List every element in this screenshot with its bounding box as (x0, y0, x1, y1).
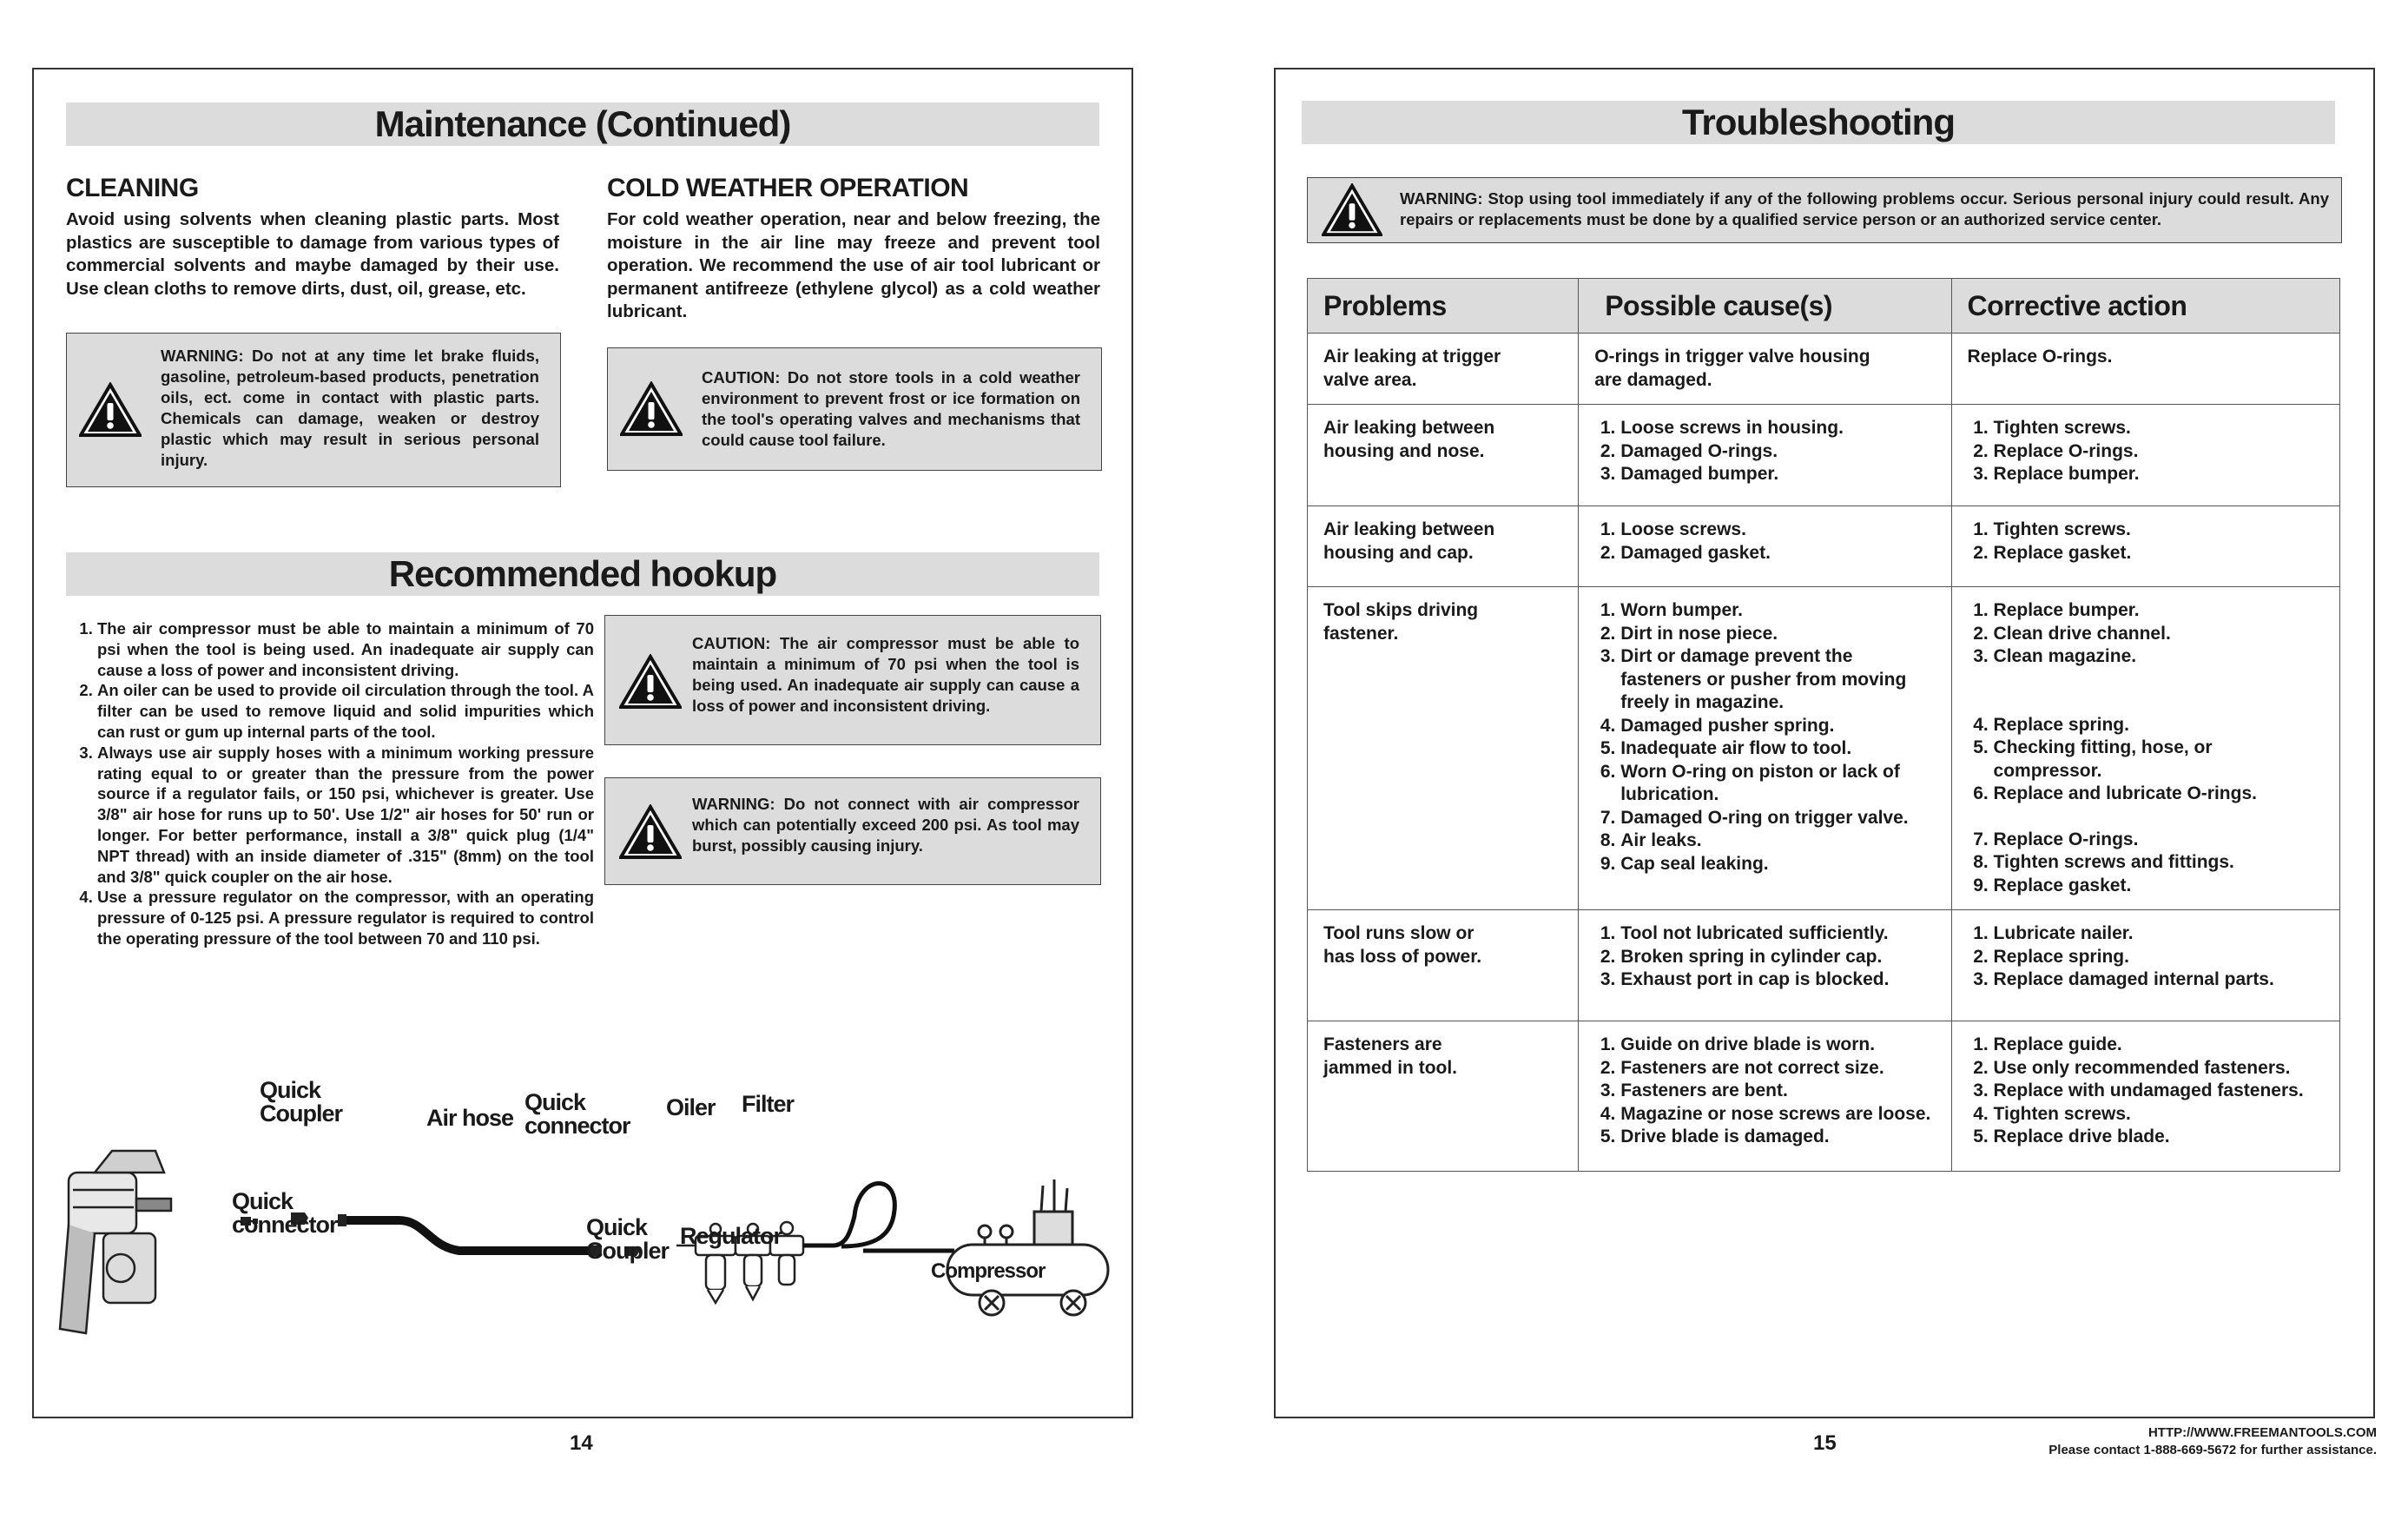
cause-item: 2. Broken spring in cylinder cap. (1620, 946, 1935, 969)
cold-weather-heading: COLD WEATHER OPERATION (607, 174, 969, 202)
cause-item: 3. Damaged bumper. (1620, 463, 1935, 486)
cause-item: 2. Dirt in nose piece. (1620, 623, 1935, 646)
action-item: 7. Replace O-rings. (1994, 829, 2324, 852)
caution-triangle-icon (620, 381, 683, 437)
column-header-problems: Problems (1308, 279, 1579, 334)
page-number-14: 14 (570, 1431, 593, 1455)
action-item: 1. Lubricate nailer. (1994, 922, 2324, 946)
action-item: 1. Replace guide. (1994, 1034, 2324, 1057)
problem-text: Air leaking at trigger valve area. (1323, 347, 1501, 390)
table-row (1308, 405, 2340, 506)
action-item: 1. Replace bumper. (1994, 599, 2324, 623)
action-item: 1. Tighten screws. (1994, 519, 2324, 542)
page-number-15: 15 (1813, 1431, 1837, 1455)
cause-item: 8. Air leaks. (1620, 829, 1935, 853)
cause-item: 1. Loose screws. (1620, 519, 1935, 542)
table-body (1308, 334, 2340, 1172)
hookup-caution-text: CAUTION: The air compressor must be able to maintain a minimum of 70 psi when the tool is being used. An inadequate air supply can cause a loss of power and inconsistent driving. (692, 634, 1079, 715)
quick-coupler-label: Quick Coupler (260, 1077, 343, 1127)
compressor-label: Compressor (931, 1259, 1046, 1283)
action-cell (1951, 405, 2339, 506)
cleaning-warning-text: WARNING: Do not at any time let brake fluids, gasoline, petroleum-based products, penetration oils, ect. come in contact with plastic parts. Chemicals can damage, weaken or destroy plastic which may result in serious personal injury. (161, 347, 539, 469)
action-cell (1951, 506, 2339, 587)
cause-cell (1579, 506, 1951, 587)
cause-item: 1. Guide on drive blade is worn. (1620, 1034, 1935, 1057)
problem-cell (1308, 405, 1579, 506)
action-item: Replace O-rings. (1967, 347, 2113, 367)
cause-item: 1. Loose screws in housing. (1620, 417, 1935, 440)
action-cell (1951, 1021, 2339, 1172)
page-15 (1274, 68, 2375, 1418)
cause-item: 3. Fasteners are bent. (1620, 1080, 1935, 1103)
problem-cell (1308, 587, 1579, 910)
table-row (1308, 1021, 2340, 1172)
column-header-actions: Corrective action (1951, 279, 2339, 334)
cause-list (1594, 599, 1935, 876)
action-list (1968, 1034, 2324, 1149)
filter-label: Filter (742, 1091, 795, 1117)
cause-item: 7. Damaged O-ring on trigger valve. (1620, 807, 1935, 830)
action-item: 2. Replace spring. (1994, 946, 2324, 969)
problem-text: Air leaking between housing and nose. (1323, 418, 1495, 461)
quick-connector-label: Quick connector (232, 1188, 338, 1238)
column-header-causes: Possible cause(s) (1579, 279, 1951, 334)
cause-item: 9. Cap seal leaking. (1620, 853, 1935, 876)
cause-cell (1579, 334, 1951, 405)
cleaning-warning-box (66, 333, 561, 487)
hookup-step: 4. Use a pressure regulator on the compressor, with an operating pressure of 0-125 psi. A pressure regulator is required to control the operating pressure of the tool between 70 and 110 psi. (97, 887, 594, 948)
cause-item: 4. Magazine or nose screws are loose. (1620, 1103, 1935, 1127)
action-item: 2. Clean drive channel. (1994, 623, 2324, 646)
cause-item: 1. Worn bumper. (1620, 599, 1935, 623)
problem-text: Tool runs slow or has loss of power. (1323, 923, 1482, 967)
cleaning-heading: CLEANING (66, 174, 199, 202)
action-item: 3. Clean magazine. (1994, 645, 2324, 669)
table-row (1308, 334, 2340, 405)
table-row (1308, 587, 2340, 910)
action-item: 9. Replace gasket. (1994, 875, 2324, 898)
action-list (1968, 417, 2324, 486)
action-item: 5. Replace drive blade. (1994, 1126, 2324, 1149)
action-cell (1951, 334, 2339, 405)
nailer-tool-icon (60, 1151, 171, 1333)
maintenance-title: Maintenance (Continued) (66, 102, 1099, 146)
cause-item: 2. Fasteners are not correct size. (1620, 1057, 1935, 1080)
hookup-step: 2. An oiler can be used to provide oil circulation through the tool. A filter can be used to remove liquid and solid impurities which can rust or gum up internal parts of the tool. (97, 680, 594, 742)
table-row (1308, 506, 2340, 587)
action-item: 4. Replace spring. (1994, 714, 2324, 737)
warning-triangle-icon (1322, 183, 1382, 237)
quick-connector-label: Quick connector (524, 1089, 630, 1139)
hookup-caution-box (604, 615, 1101, 745)
air-hose-label: Air hose (426, 1105, 514, 1131)
problem-cell (1308, 334, 1579, 405)
caution-triangle-icon (619, 654, 682, 710)
cause-cell (1579, 1021, 1951, 1172)
action-cell (1951, 910, 2339, 1021)
problem-cell (1308, 506, 1579, 587)
cause-cell (1579, 587, 1951, 910)
action-item: 8. Tighten screws and fittings. (1994, 851, 2324, 875)
cause-list (1594, 922, 1935, 992)
compressor-icon (947, 1179, 1108, 1315)
action-item: 5. Checking fitting, hose, or compressor. (1994, 737, 2324, 783)
troubleshooting-warning-text: WARNING: Stop using tool immediately if any of the following problems occur. Serious personal injury could result. Any repairs or replacements must be done by a qualified service person or an authorized service center. (1400, 189, 2329, 228)
problem-cell (1308, 1021, 1579, 1172)
oiler-label: Oiler (666, 1094, 716, 1120)
troubleshooting-warning-box (1307, 177, 2342, 243)
action-item: 2. Use only recommended fasteners. (1994, 1057, 2324, 1080)
footer-phone: Please contact 1-888-669-5672 for further assistance. (2048, 1443, 2377, 1457)
cause-item: 5. Drive blade is damaged. (1620, 1126, 1935, 1149)
cause-item: 4. Damaged pusher spring. (1620, 715, 1935, 738)
action-item: 2. Replace gasket. (1994, 542, 2324, 565)
cause-item: O-rings in trigger valve housing are damaged. (1594, 347, 1870, 390)
table-row (1308, 910, 2340, 1021)
cause-item: 3. Exhaust port in cap is blocked. (1620, 968, 1935, 992)
action-item: 6. Replace and lubricate O-rings. (1994, 783, 2324, 806)
cause-list (1594, 417, 1935, 486)
action-item: 3. Replace with undamaged fasteners. (1994, 1080, 2324, 1103)
cause-item: 6. Worn O-ring on piston or lack of lubrication. (1620, 761, 1935, 807)
action-list (1968, 599, 2324, 897)
action-list (1968, 519, 2324, 565)
action-cell (1951, 587, 2339, 910)
quick-coupler-label: Quick Coupler (586, 1214, 670, 1264)
cause-item: 2. Damaged gasket. (1620, 542, 1935, 565)
hookup-step: 3. Always use air supply hoses with a minimum working pressure rating equal to or greater than the pressure from the power source if a regulator fails, or 150 psi, whichever is greater. Use 3/8" air hose for runs up to 50'. Use 1/2" air hoses for 50' run or longer. For better performance, install a 3/8" quick plug (1/4" NPT thread) with an inside diameter of .315" (8mm) on the tool and 3/8" quick coupler on the air hose. (97, 743, 594, 888)
footer-contact (2048, 1424, 2377, 1459)
footer-url[interactable]: HTTP://WWW.FREEMANTOOLS.COM (2147, 1425, 2377, 1440)
hookup-title: Recommended hookup (66, 552, 1099, 596)
cold-weather-caution-box (607, 347, 1102, 471)
troubleshooting-title: Troubleshooting (1302, 101, 2335, 144)
cold-weather-text: For cold weather operation, near and below freezing, the moisture in the air line may freeze and prevent tool operation. We recommend the use of air tool lubricant or permanent antifreeze (ethylene glycol) as a cold weather lubricant. (607, 209, 1100, 321)
problem-text: Tool skips driving fastener. (1323, 600, 1479, 644)
cause-item: 1. Tool not lubricated sufficiently. (1620, 922, 1935, 946)
cause-cell (1579, 910, 1951, 1021)
problem-text: Air leaking between housing and cap. (1323, 519, 1495, 563)
cause-cell (1579, 405, 1951, 506)
action-item: 3. Replace bumper. (1994, 463, 2324, 486)
page-14 (32, 68, 1133, 1418)
regulator-label: Regulator (680, 1223, 782, 1249)
warning-triangle-icon (79, 382, 142, 438)
action-item: 3. Replace damaged internal parts. (1994, 968, 2324, 992)
table-header-row (1308, 279, 2340, 334)
action-item: 2. Replace O-rings. (1994, 440, 2324, 464)
hookup-step: 1. The air compressor must be able to maintain a minimum of 70 psi when the tool is being used. An inadequate air supply can cause a loss of power and inconsistent driving. (97, 618, 594, 680)
troubleshooting-table (1307, 278, 2340, 1172)
action-item: 4. Tighten screws. (1994, 1103, 2324, 1127)
hookup-warning-box (604, 777, 1101, 885)
hookup-steps (66, 618, 594, 949)
action-item: 1. Tighten screws. (1994, 417, 2324, 440)
cause-item: 3. Dirt or damage prevent the fasteners or pusher from moving freely in magazine. (1620, 645, 1935, 715)
problem-text: Fasteners are jammed in tool. (1323, 1034, 1458, 1078)
action-list (1968, 922, 2324, 992)
cause-item: 2. Damaged O-rings. (1620, 440, 1935, 464)
hookup-warning-text: WARNING: Do not connect with air compressor which can potentially exceed 200 psi. As tool may burst, possibly causing injury. (692, 795, 1079, 855)
cause-list (1594, 1034, 1935, 1149)
cleaning-text: Avoid using solvents when cleaning plastic parts. Most plastics are susceptible to damage from various types of commercial solvents and maybe damaged by their use. Use clean cloths to remove dirts, dust, oil, grease, etc. (66, 209, 559, 299)
cause-item: 5. Inadequate air flow to tool. (1620, 737, 1935, 761)
cause-list (1594, 519, 1935, 565)
cold-weather-caution-text: CAUTION: Do not store tools in a cold weather environment to prevent frost or ice formation on the tool's operating valves and mechanisms that could cause tool failure. (702, 368, 1080, 449)
warning-triangle-icon (619, 804, 682, 860)
problem-cell (1308, 910, 1579, 1021)
